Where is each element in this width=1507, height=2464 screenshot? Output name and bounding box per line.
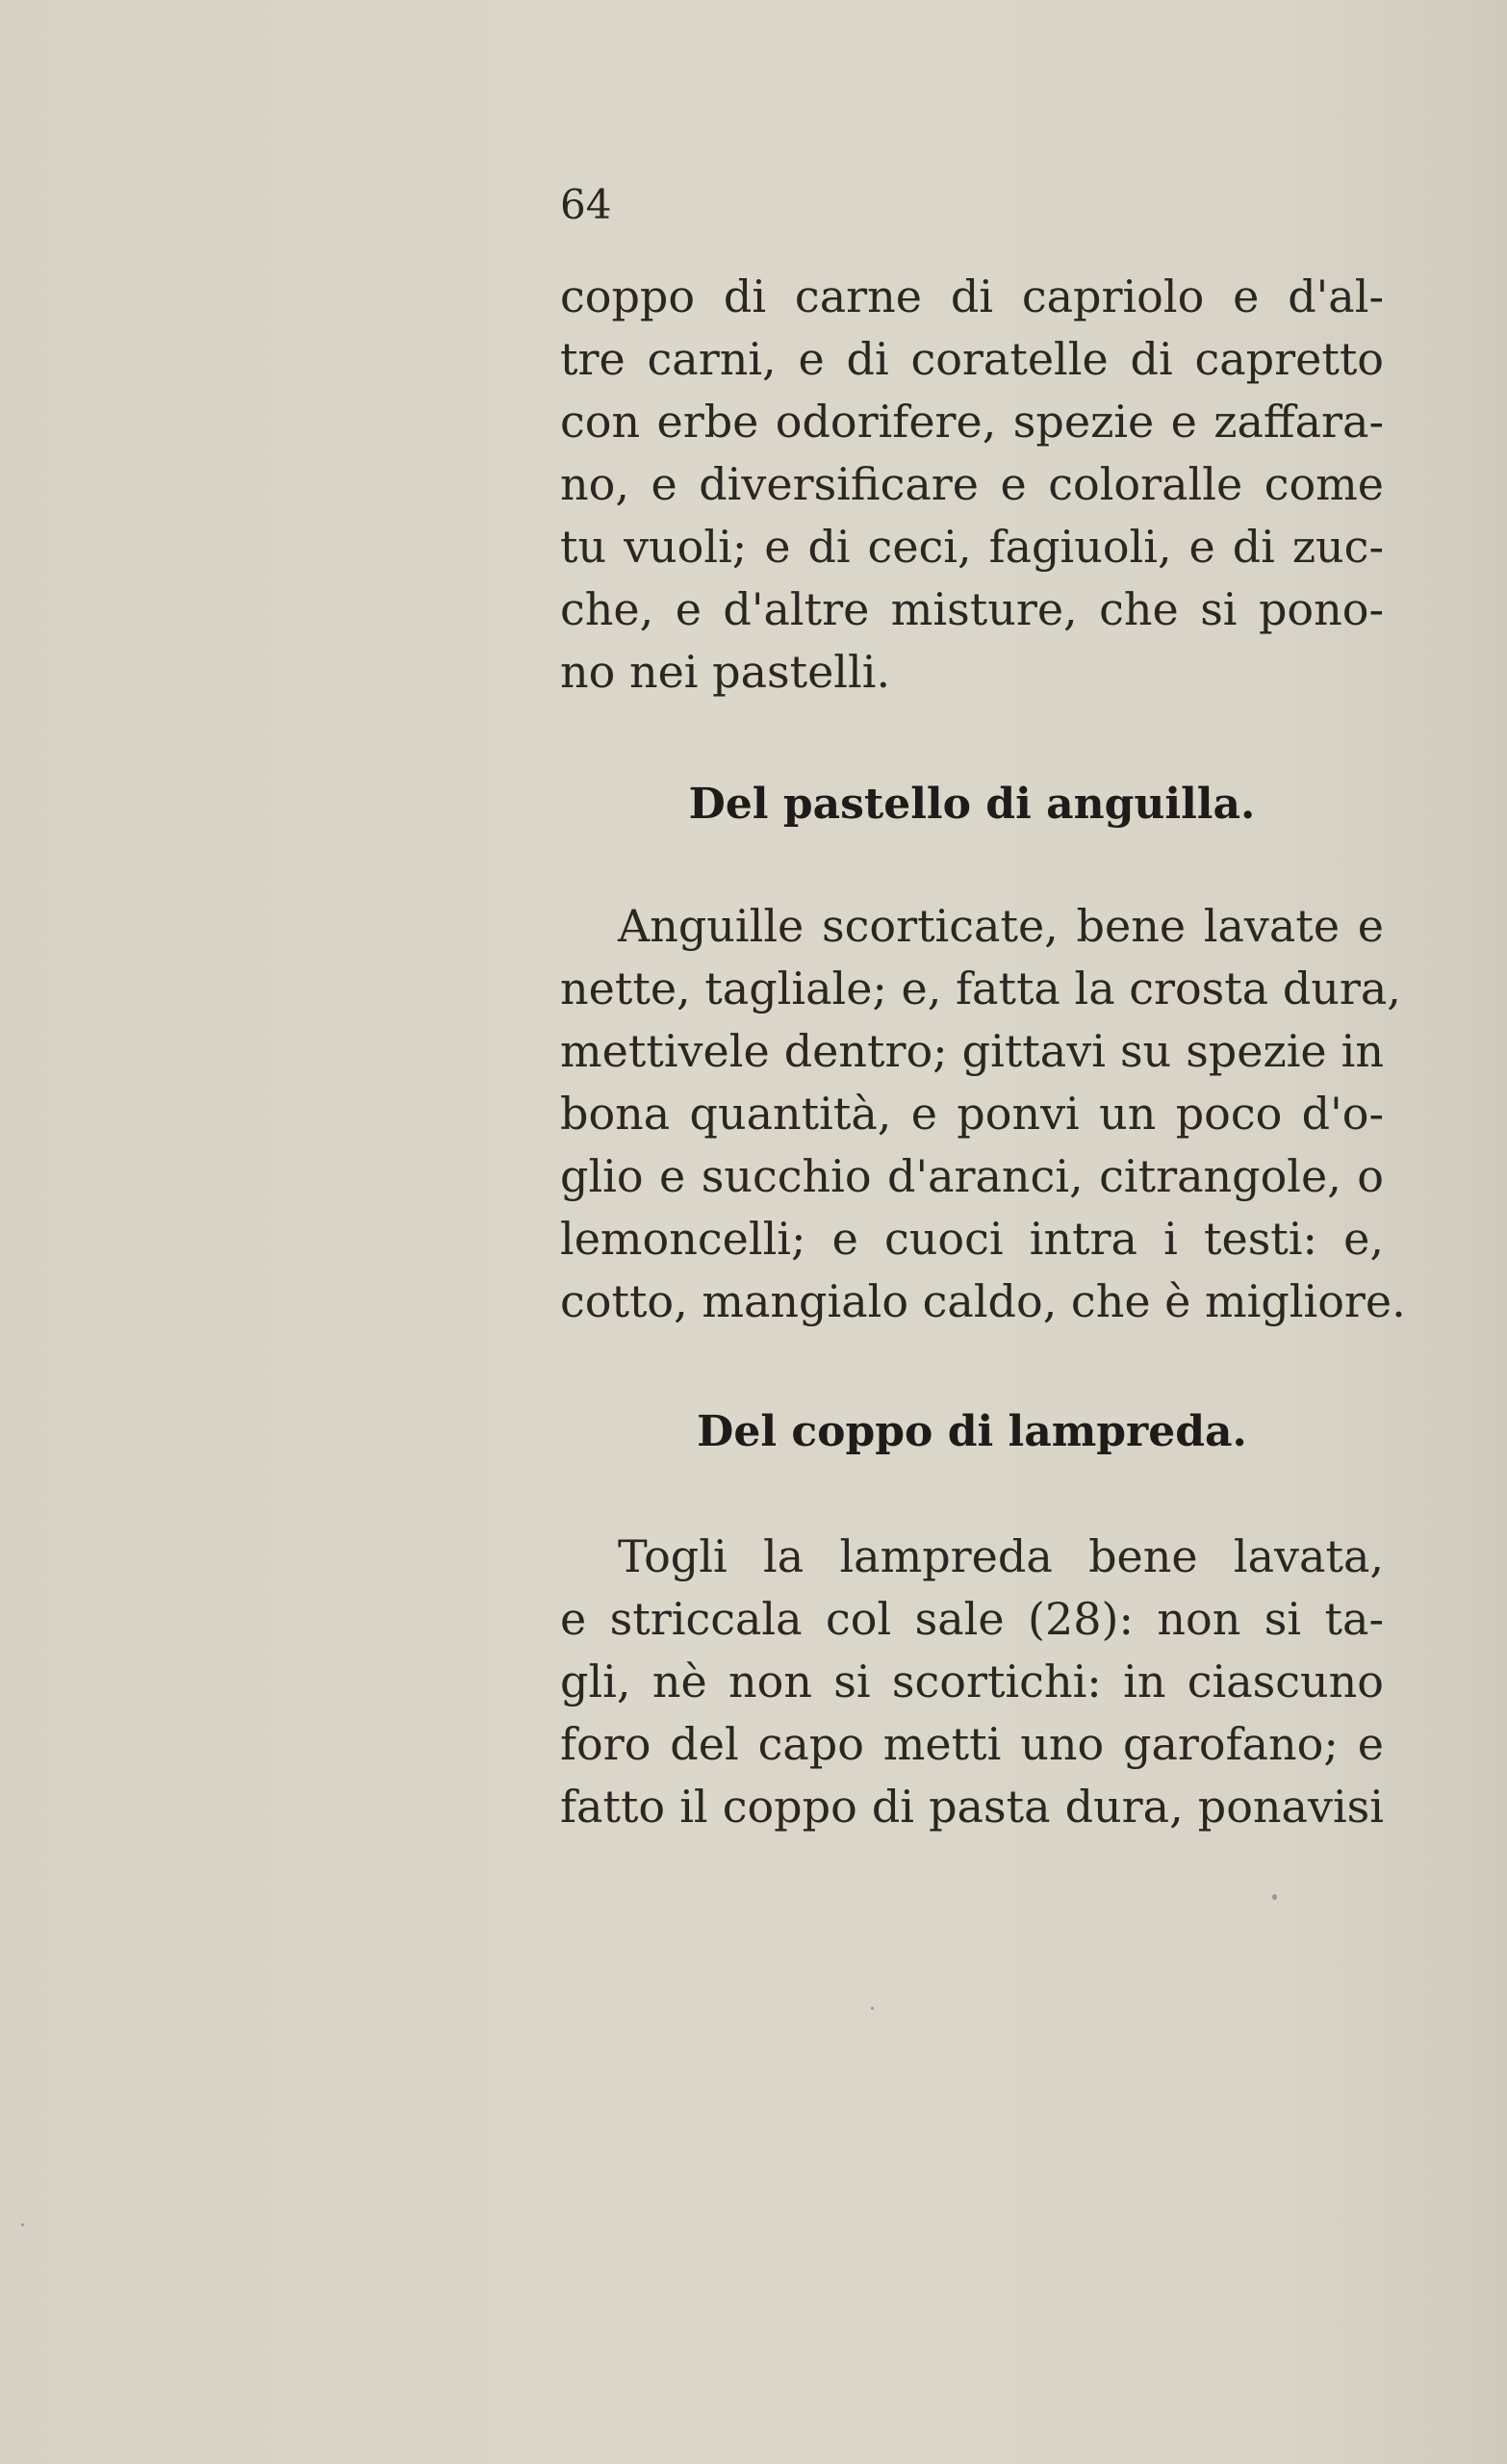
- text-line: no nei pastelli.: [560, 646, 891, 698]
- section-heading-anguilla: Del pastello di anguilla.: [688, 780, 1256, 829]
- text-line: glio e succhio d'aranci, citrangole, o: [560, 1150, 1384, 1202]
- text-line: coppo di carne di capriolo e d'al-: [560, 270, 1384, 322]
- text-line: e striccala col sale (28): non si ta-: [560, 1593, 1384, 1645]
- text-line: gli, nè non si scortichi: in ciascuno: [560, 1656, 1384, 1707]
- text-line: bona quantità, e ponvi un poco d'o-: [560, 1088, 1384, 1140]
- page-number: 64: [560, 181, 612, 228]
- paper-speck: [1272, 1894, 1277, 1900]
- text-line: fatto il coppo di pasta dura, ponavisi: [560, 1781, 1384, 1833]
- text-line: tu vuoli; e di ceci, fagiuoli, e di zuc-: [560, 521, 1384, 573]
- text-line: cotto, mangialo caldo, che è migliore.: [560, 1275, 1406, 1327]
- paper-speck: [871, 2007, 874, 2010]
- text-line: Togli la lampreda bene lavata,: [618, 1530, 1384, 1582]
- paragraph-capriolo: [560, 266, 1384, 704]
- paper-speck: [21, 2223, 24, 2226]
- text-line: foro del capo metti uno garofano; e: [560, 1718, 1384, 1770]
- text-line: tre carni, e di coratelle di capretto: [560, 333, 1384, 385]
- text-line: che, e d'altre misture, che si pono-: [560, 583, 1384, 635]
- text-line: mettivele dentro; gittavi su spezie in: [560, 1025, 1384, 1077]
- paragraph-anguilla: [560, 895, 1406, 1333]
- text-line: no, e diversificare e coloralle come: [560, 458, 1384, 510]
- paragraph-lampreda: [560, 1526, 1384, 1838]
- text-line: nette, tagliale; e, fatta la crosta dura,: [560, 962, 1401, 1014]
- text-line: con erbe odorifere, spezie e zaffara-: [560, 396, 1384, 448]
- text-line: lemoncelli; e cuoci intra i testi: e,: [560, 1213, 1384, 1265]
- section-heading-lampreda: Del coppo di lampreda.: [697, 1407, 1247, 1456]
- text-line: Anguille scorticate, bene lavate e: [618, 900, 1384, 952]
